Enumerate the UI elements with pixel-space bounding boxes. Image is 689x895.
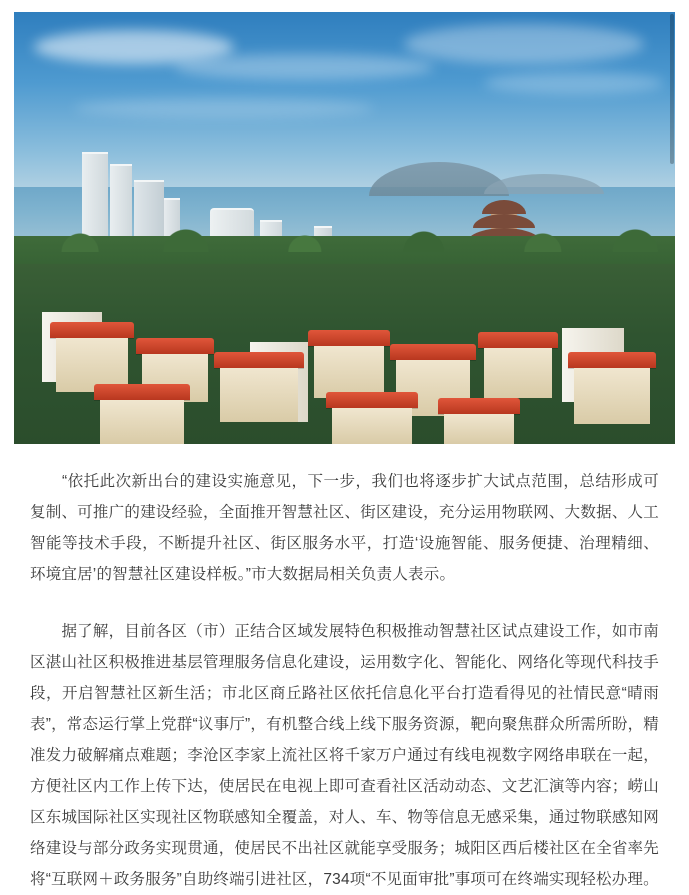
villa-shape — [314, 342, 384, 398]
cloud-icon — [404, 24, 644, 64]
villa-shape — [220, 364, 298, 422]
article-body — [14, 466, 675, 895]
cloud-icon — [74, 98, 374, 118]
scrollbar-thumb[interactable] — [670, 14, 674, 164]
cloud-icon — [174, 54, 434, 80]
villa-shape — [444, 410, 514, 444]
villa-shape — [100, 396, 184, 444]
hero-image — [14, 12, 675, 444]
villa-shape — [574, 364, 650, 424]
villa-shape — [484, 344, 552, 398]
paragraph-1: “依托此次新出台的建设实施意见，下一步，我们也将逐步扩大试点范围，总结形成可复制、可推广的建设经验，全面推开智慧社区、街区建设，充分运用物联网、大数据、人工智能等技术手段，不断提升社区、街区服务水平，打造‘设施智能、服务便捷、治理精细、环境宜居’的智慧社区建设样板。”市大数据局相关负责人表示。 — [30, 473, 659, 583]
villa-shape — [332, 404, 412, 444]
cloud-icon — [484, 72, 664, 94]
paragraph-2: 据了解，目前各区（市）正结合区域发展特色积极推动智慧社区试点建设工作，如市南区湛山社区积极推进基层管理服务信息化建设，运用数字化、智能化、网络化等现代科技手段，开启智慧社区新生活；市北区商丘路社区依托信息化平台打造看得见的社情民意“晴雨表”，常态运行掌上党群“议事厅”，有机整合线上线下服务资源，靶向聚焦群众所需所盼，精准发力破解痛点难题；李沧区李家上流社区将千家万户通过有线电视数字网络串联在一起，方便社区内工作上传下达，使居民在电视上即可查看社区活动动态、文艺汇演等内容；崂山区东城国际社区实现社区物联感知全覆盖，对人、车、物等信息无感采集，通过物联感知网络建设与部分政务实现贯通，使居民不出社区就能享受服务；城阳区西后楼社区在全省率先将“互联网＋政务服务”自助终端引进社区，734项“不见面审批”事项可在终端实现轻松办理。 — [30, 623, 659, 888]
